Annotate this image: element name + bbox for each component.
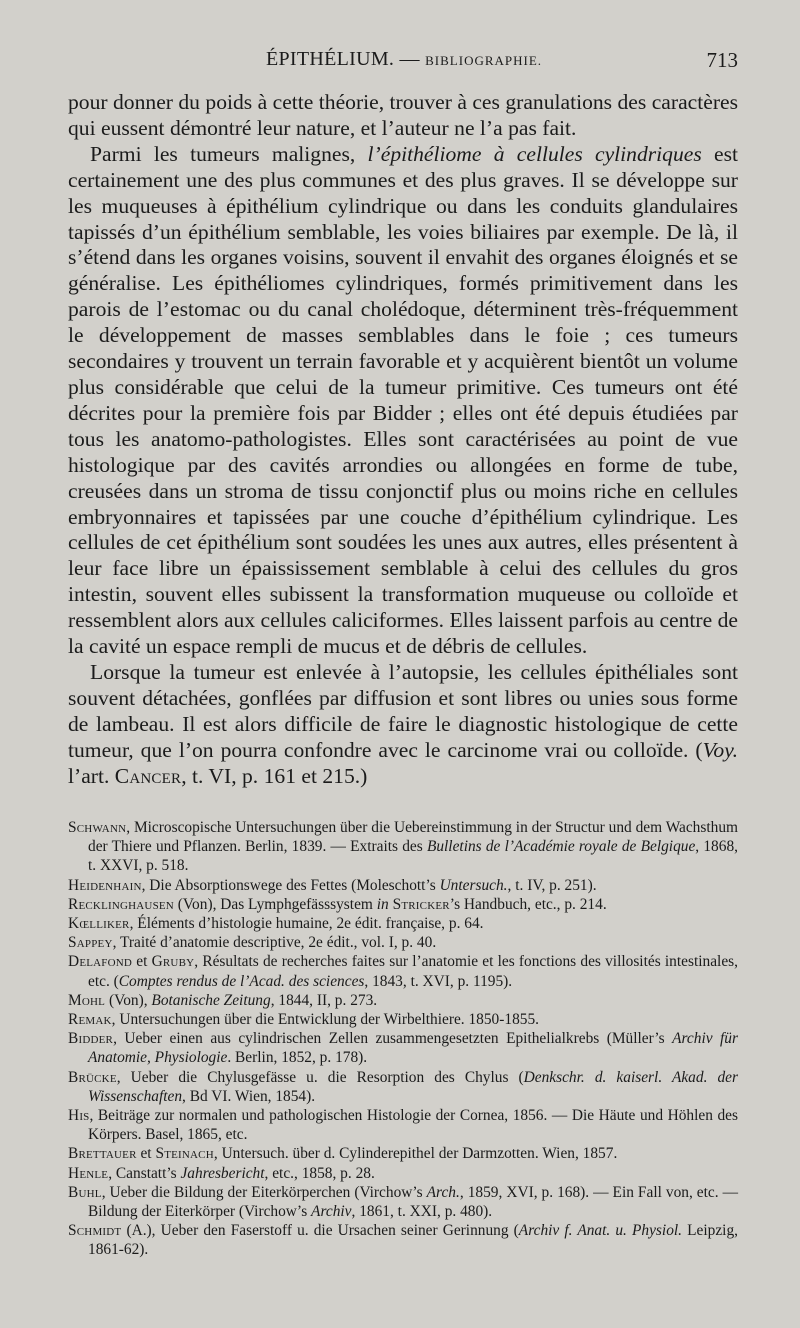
author-name: Kœlliker: [68, 915, 130, 933]
text-run: pour donner du poids à cette théorie, trouver à ces granulations des caractères qui eussent démontré leur nature, et l’auteur ne l’a pas fait.: [68, 90, 738, 140]
text-run: , Untersuch. über d. Cylinderepithel der Darmzotten. Wien, 1857.: [213, 1145, 618, 1163]
author-name: Mohl: [68, 991, 106, 1009]
bibliography-entry: [68, 1106, 738, 1144]
author-name: Schmidt: [68, 1222, 122, 1240]
header-subtitle: BIBLIOGRAPHIE.: [425, 53, 543, 68]
text-run: , 1844, II, p. 273.: [270, 991, 378, 1009]
paragraph: [68, 90, 738, 142]
italic-text: Untersuch.: [439, 876, 508, 894]
bibliography-entry: [68, 1164, 738, 1183]
italic-text: Archiv: [311, 1203, 352, 1221]
text-run: (Von),: [105, 991, 152, 1009]
author-name: Delafond: [68, 953, 133, 971]
text-run: (Von), Das Lymphgefässsystem: [173, 895, 377, 913]
italic-text: Arch.: [426, 1183, 460, 1201]
text-run: , Bd VI. Wien, 1854).: [182, 1087, 316, 1105]
text-run: est certainement une des plus communes et des plus graves. Il se développe sur les muqueuses à épithélium cylindrique ou dans les conduits glandulaires tapissés d’un épithélium semblable, les voies biliaires par exemple. De là, il s’étend dans les organes voisins, souvent il envahit des organes éloignés et se généralise. Les épithéliomes cylindriques, formés primitivement dans les parois de l’estomac ou du canal cholédoque, déterminent très-fréquemment le développement de masses semblables dans le foie ; ces tumeurs secondaires y trouvent un terrain favorable et y acquièrent bientôt un volume plus considérable que celui de la tumeur primitive. Ces tumeurs ont été décrites pour la première fois par Bidder ; elles ont été depuis étudiées par tous les anatomo-pathologistes. Elles sont caractérisées au point de vue histologique par des cavités arrondies ou allongées en forme de tube, creusées dans un stroma de tissu conjonctif plus ou moins riche en cellules embryonnaires et tapissées par une couche d’épithélium cylindrique. Les cellules de cet épithélium sont soudées les unes aux autres, elles présentent à leur face libre un épaississement semblable à celui des cellules du gros intestin, souvent elles subissent la transformation muqueuse ou colloïde et ressemblent alors aux cellules caliciformes. Elles laissent parfois au centre de la cavité un espace rempli de mucus et de débris de cellules.: [68, 141, 738, 659]
text-run: , Canstatt’s: [108, 1164, 181, 1182]
bibliography-entry: [68, 952, 738, 990]
text-run: , etc., 1858, p. 28.: [264, 1164, 375, 1182]
author-name: Remak: [68, 1011, 112, 1029]
bibliography-entry: [68, 1144, 738, 1163]
header-separator: —: [394, 48, 426, 70]
text-run: , Ueber einen aus cylindrischen Zellen zusammengesetzten Epithelialkrebs (Müller’s: [113, 1030, 673, 1048]
text-run: Leipzig, 1861-62).: [88, 1222, 738, 1259]
bibliography-entry: [68, 818, 738, 876]
author-name: Steinach: [155, 1145, 214, 1163]
italic-text: in: [376, 895, 389, 913]
text-run: , t. IV, p. 251).: [507, 876, 597, 894]
text-run: , 1843, t. XVI, p. 1195).: [364, 972, 513, 990]
page-number: 713: [706, 48, 738, 72]
text-run: , 1868, t. XXVI, p. 518.: [88, 838, 738, 875]
text-run: et: [136, 1145, 156, 1163]
bibliography-entry: [68, 933, 738, 952]
author-name: Sappey: [68, 934, 113, 952]
paragraph: [68, 660, 738, 790]
bibliography-entry: [68, 1221, 738, 1259]
author-name: Heidenhain: [68, 876, 142, 894]
italic-text: Archiv f. Anat. u. Physiol.: [518, 1222, 683, 1240]
bibliography-entry: [68, 1029, 738, 1067]
author-name: Cancer: [114, 763, 182, 788]
text-run: Lorsque la tumeur est enlevée à l’autopsie, les cellules épithéliales sont souvent détachées, gonflées par diffusion et sont libres ou unies sous forme de lambeau. Il est alors difficile de faire le diagnostic histologique de cette tumeur, que l’on pourra confondre avec le carcinome vrai ou colloïde. (: [68, 659, 738, 762]
text-run: Parmi les tumeurs malignes,: [90, 141, 368, 166]
bibliography-entry: [68, 1183, 738, 1221]
text-run: , Die Absorptionswege des Fettes (Moleschott’s: [141, 876, 440, 894]
text-run: ’s Handbuch, etc., p. 214.: [449, 895, 607, 913]
running-title: [70, 48, 738, 71]
text-run: , t. VI, p. 161 et 215.): [181, 763, 368, 788]
running-header: [70, 48, 738, 78]
italic-text: Denkschr. d. kaiserl. Akad. der Wissenschaften: [88, 1068, 739, 1105]
author-name: Gruby: [151, 953, 195, 971]
author-name: Schwann: [68, 819, 127, 836]
paragraph: [68, 142, 738, 660]
author-name: Recklinghausen: [68, 895, 174, 913]
header-title: ÉPITHÉLIUM.: [265, 48, 395, 70]
author-name: Brücke: [68, 1068, 117, 1086]
text-run: , Untersuchungen über die Entwicklung der Wirbelthiere. 1850-1855.: [111, 1011, 540, 1029]
italic-text: Comptes rendus de l’Acad. des sciences: [118, 972, 365, 990]
italic-text: Archiv für Anatomie, Physiologie: [88, 1030, 738, 1067]
text-run: , Traité d’anatomie descriptive, 2e édit., vol. I, p. 40.: [112, 934, 437, 952]
author-name: Brettauer: [68, 1145, 137, 1163]
author-name: Buhl: [68, 1183, 102, 1201]
italic-text: Voy.: [702, 737, 738, 762]
author-name: Henle: [68, 1164, 109, 1182]
bibliography-entry: [68, 1068, 738, 1106]
bibliography-entry: [68, 914, 738, 933]
main-text: [68, 90, 738, 789]
italic-text: Botanische Zeitung: [151, 991, 271, 1009]
text-run: l’art.: [68, 763, 115, 788]
bibliography-entry: [68, 895, 738, 914]
text-run: , 1861, t. XXI, p. 480).: [351, 1203, 493, 1221]
text-run: , Microscopische Untersuchungen über die Uebereinstimmung in der Structur und dem Wachsthum der Thiere und Pflanzen. Berlin, 1839. — Extraits des: [88, 819, 738, 856]
text-run: , Ueber die Chylusgefässe u. die Resorption des Chylus (: [116, 1068, 524, 1086]
bibliography-entry: [68, 876, 738, 895]
text-run: , Ueber die Bildung der Eiterkörperchen (Virchow’s: [101, 1183, 427, 1201]
italic-text: Jahresbericht: [180, 1164, 265, 1182]
author-name: His: [68, 1107, 90, 1125]
author-name: Bidder: [68, 1030, 114, 1048]
text-run: , Beiträge zur normalen und pathologischen Histologie der Cornea, 1856. — Die Häute und Höhlen des Körpers. Basel, 1865, etc.: [88, 1107, 738, 1144]
bibliography-entry: [68, 991, 738, 1010]
text-run: (A.), Ueber den Faserstoff u. die Ursachen seiner Gerinnung (: [121, 1222, 519, 1240]
author-name: Stricker: [392, 895, 450, 913]
text-run: , Éléments d’histologie humaine, 2e édit. française, p. 64.: [129, 915, 484, 933]
italic-text: l’épithéliome à cellules cylindriques: [367, 141, 702, 166]
bibliography-entry: [68, 1010, 738, 1029]
text-run: et: [132, 953, 152, 971]
text-run: . Berlin, 1852, p. 178).: [227, 1049, 368, 1067]
bibliography: [68, 818, 738, 1260]
text-run: , Résultats de recherches faites sur l’anatomie et les fonctions des villosités intestinales, etc. (: [88, 953, 738, 990]
text-run: , 1859, XVI, p. 168). — Ein Fall von, etc. — Bildung der Eiterkörper (Virchow’s: [88, 1183, 738, 1221]
italic-text: Bulletins de l’Académie royale de Belgique: [426, 838, 696, 856]
